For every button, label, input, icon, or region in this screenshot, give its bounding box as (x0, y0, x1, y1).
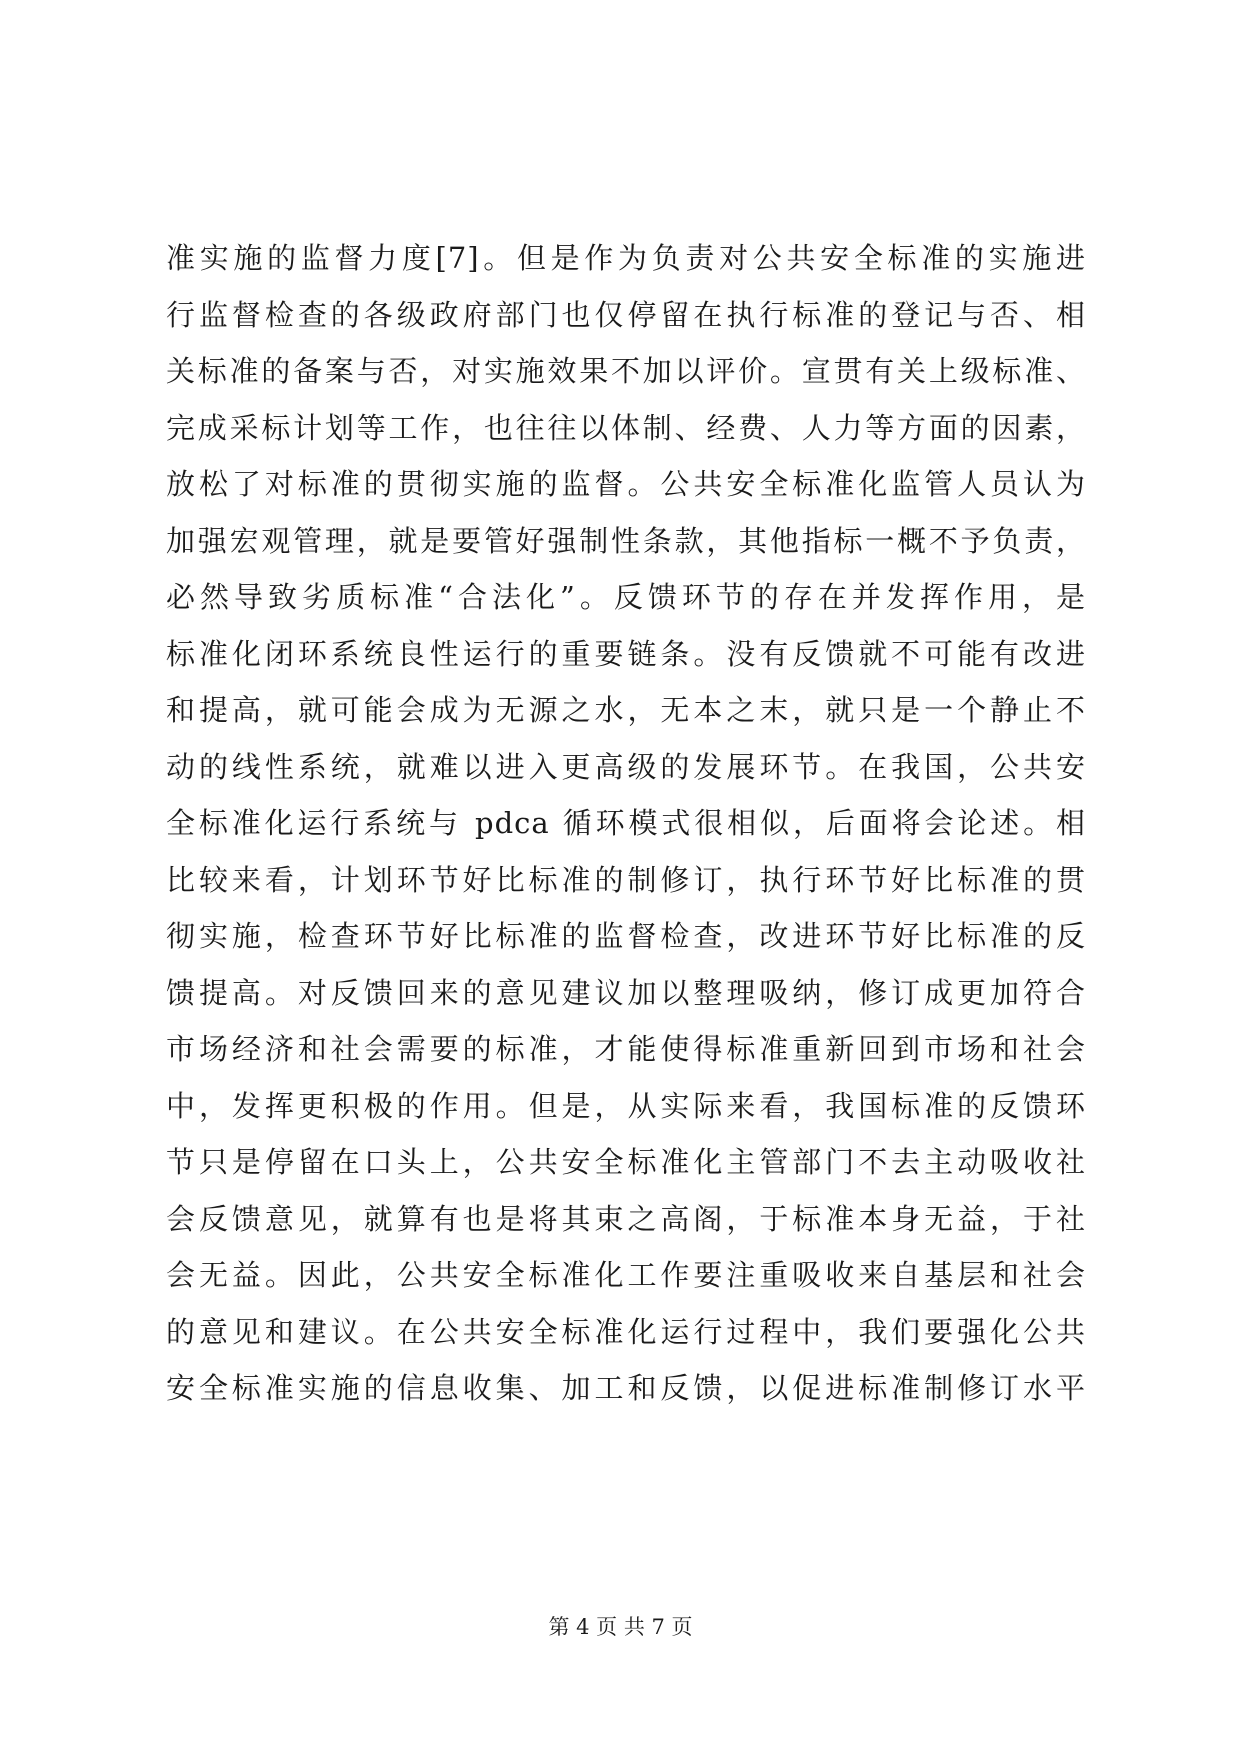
text-line: 和提高，就可能会成为无源之水，无本之末，就只是一个静止不 (166, 693, 1086, 727)
text-line: 完成采标计划等工作，也往往以体制、经费、人力等方面的因素， (166, 410, 1086, 445)
text-line: 必然导致劣质标准“合法化”。反馈环节的存在并发挥作用，是 (166, 580, 1086, 614)
text-line: 行监督检查的各级政府部门也仅停留在执行标准的登记与否、相 (166, 297, 1086, 332)
text-line: 市场经济和社会需要的标准，才能使得标准重新回到市场和社会 (166, 1032, 1086, 1066)
text-line: 比较来看，计划环节好比标准的制修订，执行环节好比标准的贯 (166, 862, 1086, 897)
text-line: 会无益。因此，公共安全标准化工作要注重吸收来自基层和社会 (166, 1258, 1086, 1292)
text-line: 准实施的监督力度[7]。但是作为负责对公共安全标准的实施进 (166, 241, 1086, 275)
body-text (166, 230, 1086, 1417)
text-line: 馈提高。对反馈回来的意见建议加以整理吸纳，修订成更加符合 (166, 975, 1086, 1010)
page-number: 第 4 页 共 7 页 (548, 1615, 693, 1639)
page-footer (0, 1612, 1241, 1642)
text-line: 全标准化运行系统与 pdca 循环模式很相似，后面将会论述。相 (166, 806, 1086, 840)
text-line: 标准化闭环系统良性运行的重要链条。没有反馈就不可能有改进 (166, 636, 1086, 671)
text-line: 会反馈意见，就算有也是将其束之高阁，于标准本身无益，于社 (166, 1201, 1086, 1236)
text-line: 彻实施，检查环节好比标准的监督检查，改进环节好比标准的反 (166, 919, 1086, 953)
text-line: 关标准的备案与否，对实施效果不加以评价。宣贯有关上级标准、 (166, 354, 1086, 388)
text-line: 动的线性系统，就难以进入更高级的发展环节。在我国，公共安 (166, 749, 1086, 784)
text-line: 放松了对标准的贯彻实施的监督。公共安全标准化监管人员认为 (166, 467, 1086, 501)
text-line: 节只是停留在口头上，公共安全标准化主管部门不去主动吸收社 (166, 1145, 1086, 1179)
text-line: 的意见和建议。在公共安全标准化运行过程中，我们要强化公共 (166, 1314, 1086, 1349)
text-line: 加强宏观管理，就是要管好强制性条款，其他指标一概不予负责， (166, 523, 1086, 558)
text-line: 中，发挥更积极的作用。但是，从实际来看，我国标准的反馈环 (166, 1088, 1086, 1123)
text-line: 安全标准实施的信息收集、加工和反馈，以促进标准制修订水平 (166, 1371, 1086, 1405)
